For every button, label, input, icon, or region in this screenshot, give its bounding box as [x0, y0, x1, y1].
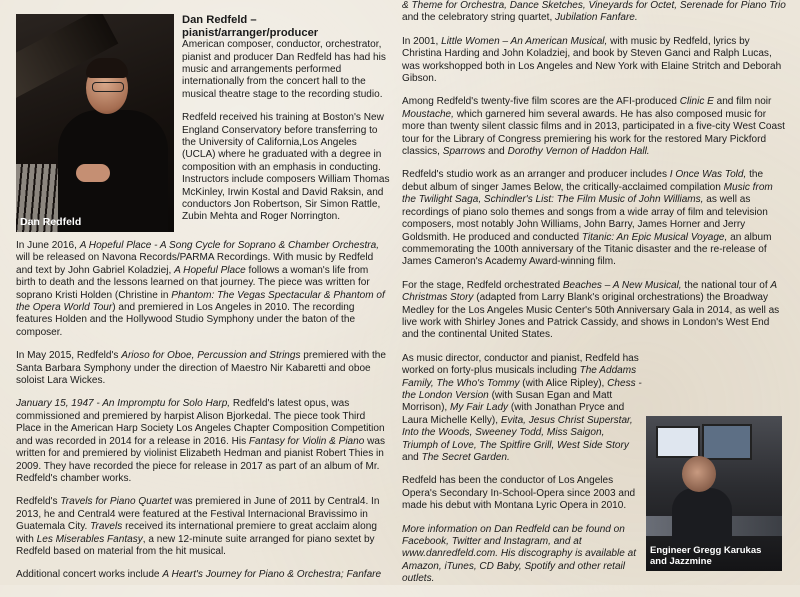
paragraph-la-opera: Redfeld has been the conductor of Los Angeles Opera's Secondary In-School-Opera since 2003 and made his debut with Montana Lyric Opera in 2010.	[402, 475, 636, 512]
person-head-shape	[682, 456, 716, 492]
left-column	[16, 240, 390, 593]
paragraph-concert-works: Additional concert works include A Heart's Journey for Piano & Orchestra; Fanfare	[16, 569, 382, 581]
bio-intro: American composer, conductor, orchestrator, pianist and producer Dan Redfeld has had his music and arrangements performed internationally from the concert hall to the musical theatre stage to the recording studio.	[182, 39, 386, 100]
portrait-photo	[16, 14, 174, 232]
monitor-shape	[702, 424, 752, 460]
person-hair-shape	[86, 58, 128, 78]
paragraph-concert-works-cont: & Theme for Orchestra, Dance Sketches, Vineyards for Octet, Serenade for Piano Trio and the celebratory string quartet, Jubilation Fanfare.	[402, 0, 786, 24]
paragraph-little-women: In 2001, Little Women – An American Musical, with music by Redfeld, lyrics by Christina Harding and John Koladziej, and book by Steven Ganci and Ralph Lucas, was workshopped both in Los Angeles and New York with Elaine Stritch and Deborah Gibson.	[402, 35, 782, 85]
person-body-shape	[672, 488, 732, 543]
person-body-shape	[58, 110, 168, 232]
portrait-caption: Dan Redfeld	[20, 216, 82, 228]
monitor-shape	[656, 426, 700, 458]
paragraph-studio-work: Redfeld's studio work as an arranger and producer includes I Once Was Told, the debut album of singer James Below, the critically-acclaimed compilation Music from the Twilight Saga, Schindler's List: The Film Music of John Williams, as well as recordings of piano solo themes and songs from a wide array of film and television composers, most notably John Williams, John Barry, James Horner and Jerry Goldsmith. He produced and conducted Titanic: An Epic Musical Voyage, an album commemorating the 100th anniversary of the Titanic disaster and the re-release of James Cameron's Academy Award-winning film.	[402, 169, 773, 268]
hand-shape	[76, 164, 110, 182]
paragraph-travels: Redfeld's Travels for Piano Quartet was premiered in June of 2011 by Central4. In 2013, he and Central4 were featured at the Festival Internacional Bravissimo in Guatemala City. Travels received its international premiere to great acclaim along with Les Miserables Fantasy, a new 12-minute suite arranged for piano sextet by Redfeld based on material from the hit musical.	[16, 496, 380, 557]
engineer-caption: Engineer Gregg Karukas and Jazzmine	[650, 545, 762, 567]
bio-title: Dan Redfeld – pianist/arranger/producer	[182, 14, 319, 39]
glasses-shape	[92, 82, 124, 92]
paragraph-stage: For the stage, Redfeld orchestrated Beaches – A New Musical, the national tour of A Christmas Story (adapted from Larry Blank's original orchestrations) the Broadway Medley for the Los Angeles Music Center's 50th Anniversary Gala in 2014, as well as live work with Shirley Jones and Patrick Cassidy, and shows in London's West End and the continental United States.	[402, 279, 780, 341]
paragraph-film-scores: Among Redfeld's twenty-five film scores are the AFI-produced Clinic E and film noir Moustache, which garnered him several awards. He has also composed music for more than twenty silent classic films and in 2013, participated in a five-city West Coast tour for the Library of Congress premiering his work for the restored Mary Pickford classics, Sparrows and Dorothy Vernon of Haddon Hall.	[402, 96, 785, 158]
bio-training: Redfeld received his training at Boston's New England Conservatory before transferring to the University of California,Los Angeles (UCLA) where he graduated with a degree in composition with an emphasis in conducting. Instructors include composers William Thomas McKinley, Irwin Kostal and David Raksin, and conductors Jon Robertson, Sir Simon Rattle, Zubin Mehta and Roger Norrington.	[182, 112, 390, 223]
paragraph-music-director: As music director, conductor and pianist, Redfeld has worked on forty-plus musicals including The Addams Family, The Who's Tommy (with Alice Ripley), Chess - the London Version (with Susan Egan and Matt Morrison), My Fair Lady (with Jonathan Pryce and Laura Michelle Kelly), Evita, Jesus Christ Superstar, Into the Woods, Sweeney Todd, Miss Saigon, Triumph of Love, The Spitfire Grill, West Side Story and The Secret Garden.	[402, 352, 642, 463]
bio-header	[182, 14, 392, 224]
paragraph-hopeful-place: In June 2016, A Hopeful Place - A Song Cycle for Soprano & Chamber Orchestra, will be released on Navona Records/PARMA Recordings. With music by Redfeld and text by John Gabriel Koladziej, A Hopeful Place follows a woman's life from birth to death and the lessons learned on that journey. The piece was written for soprano Kristi Holden (Christine in Phantom: The Vegas Spectacular & Phantom of the Opera World Tour) and premiered in Los Angeles in 2010. The recording features Holden and the Hollywood Studio Symphony under the baton of the composer.	[16, 240, 385, 338]
paragraph-arioso: In May 2015, Redfeld's Arioso for Oboe, Percussion and Strings premiered with the Santa Barbara Symphony under the direction of Maestro Nir Kabaretti and oboe soloist Lara Wickes.	[16, 350, 386, 387]
paragraph-impromptu: January 15, 1947 - An Impromptu for Solo Harp, Redfeld's latest opus, was commissioned and premiered by harpist Alison Bjorkedal. The piece took Third Place in the American Harp Society Los Angeles Chapter Composition Competition and was recorded in 2014 for a release in 2016. His Fantasy for Violin & Piano was written for and premiered by violinist Elizabeth Hedman and pianist Robert Thies in 2009. They have recorded the piece for release in 2017 as part of an album of Mr. Redfeld's chamber works.	[16, 398, 385, 484]
engineer-photo	[646, 416, 782, 571]
paragraph-more-info: More information on Dan Redfeld can be found on Facebook, Twitter and Instagram, and at www.danredfeld.com. His discography is available at Amazon, iTunes, CD Baby, Spotify and other retail outlets.	[402, 523, 636, 585]
